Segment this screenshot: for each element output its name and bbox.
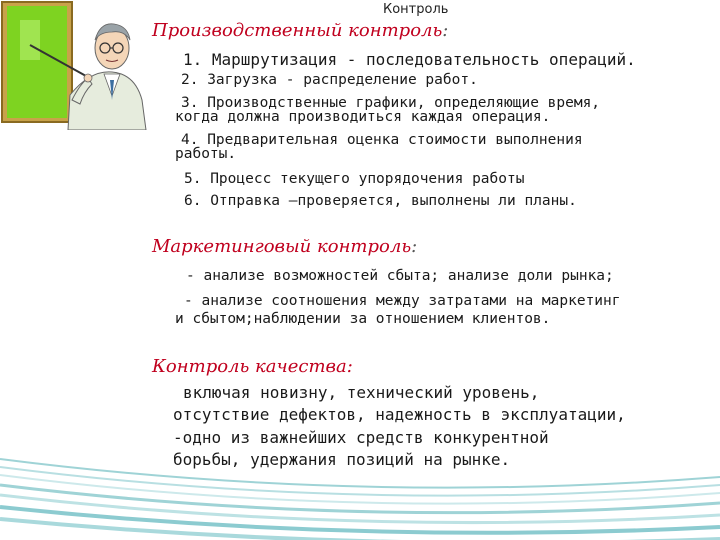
quality-line-3: -одно из важнейших средств конкурентной: [173, 428, 549, 447]
marketing-line-2: - анализе соотношения между затратами на маркетинг: [184, 293, 621, 309]
production-heading-colon: :: [442, 20, 449, 41]
quality-line-2: отсутствие дефектов, надежность в эксплуатации,: [173, 405, 626, 424]
production-control-heading: [152, 20, 448, 41]
production-line-5: 4. Предварительная оценка стоимости выполнения: [181, 132, 583, 148]
production-line-6: работы.: [175, 146, 237, 162]
production-line-7: 5. Процесс текущего упорядочения работы: [184, 171, 525, 187]
production-line-4: когда должна производиться каждая операция.: [175, 109, 551, 125]
teacher-at-board-illustration: [0, 0, 150, 130]
marketing-heading-text: Маркетинговый контроль: [152, 236, 412, 257]
quality-line-1: включая новизну, технический уровень,: [183, 383, 540, 402]
marketing-line-1: - анализе возможностей сбыта; анализе доли рынка;: [186, 268, 614, 284]
slide-title: Контроль: [383, 2, 449, 17]
production-line-8: 6. Отправка —проверяется, выполнены ли планы.: [184, 193, 577, 209]
quality-line-4: борьбы, удержания позиций на рынке.: [173, 450, 511, 469]
production-line-3: 3. Производственные графики, определяющие время,: [181, 95, 601, 111]
marketing-line-3: и сбытом;наблюдении за отношением клиентов.: [175, 311, 551, 327]
marketing-heading-colon: :: [411, 236, 418, 257]
production-line-2: 2. Загрузка - распределение работ.: [181, 72, 478, 88]
marketing-control-heading: [152, 236, 417, 257]
production-line-1: 1. Маршрутизация - последовательность операций.: [183, 50, 636, 69]
production-heading-text: Производственный контроль: [152, 20, 443, 41]
bottom-decorative-stripes: [0, 455, 720, 540]
quality-control-heading: Контроль качества:: [152, 356, 353, 377]
